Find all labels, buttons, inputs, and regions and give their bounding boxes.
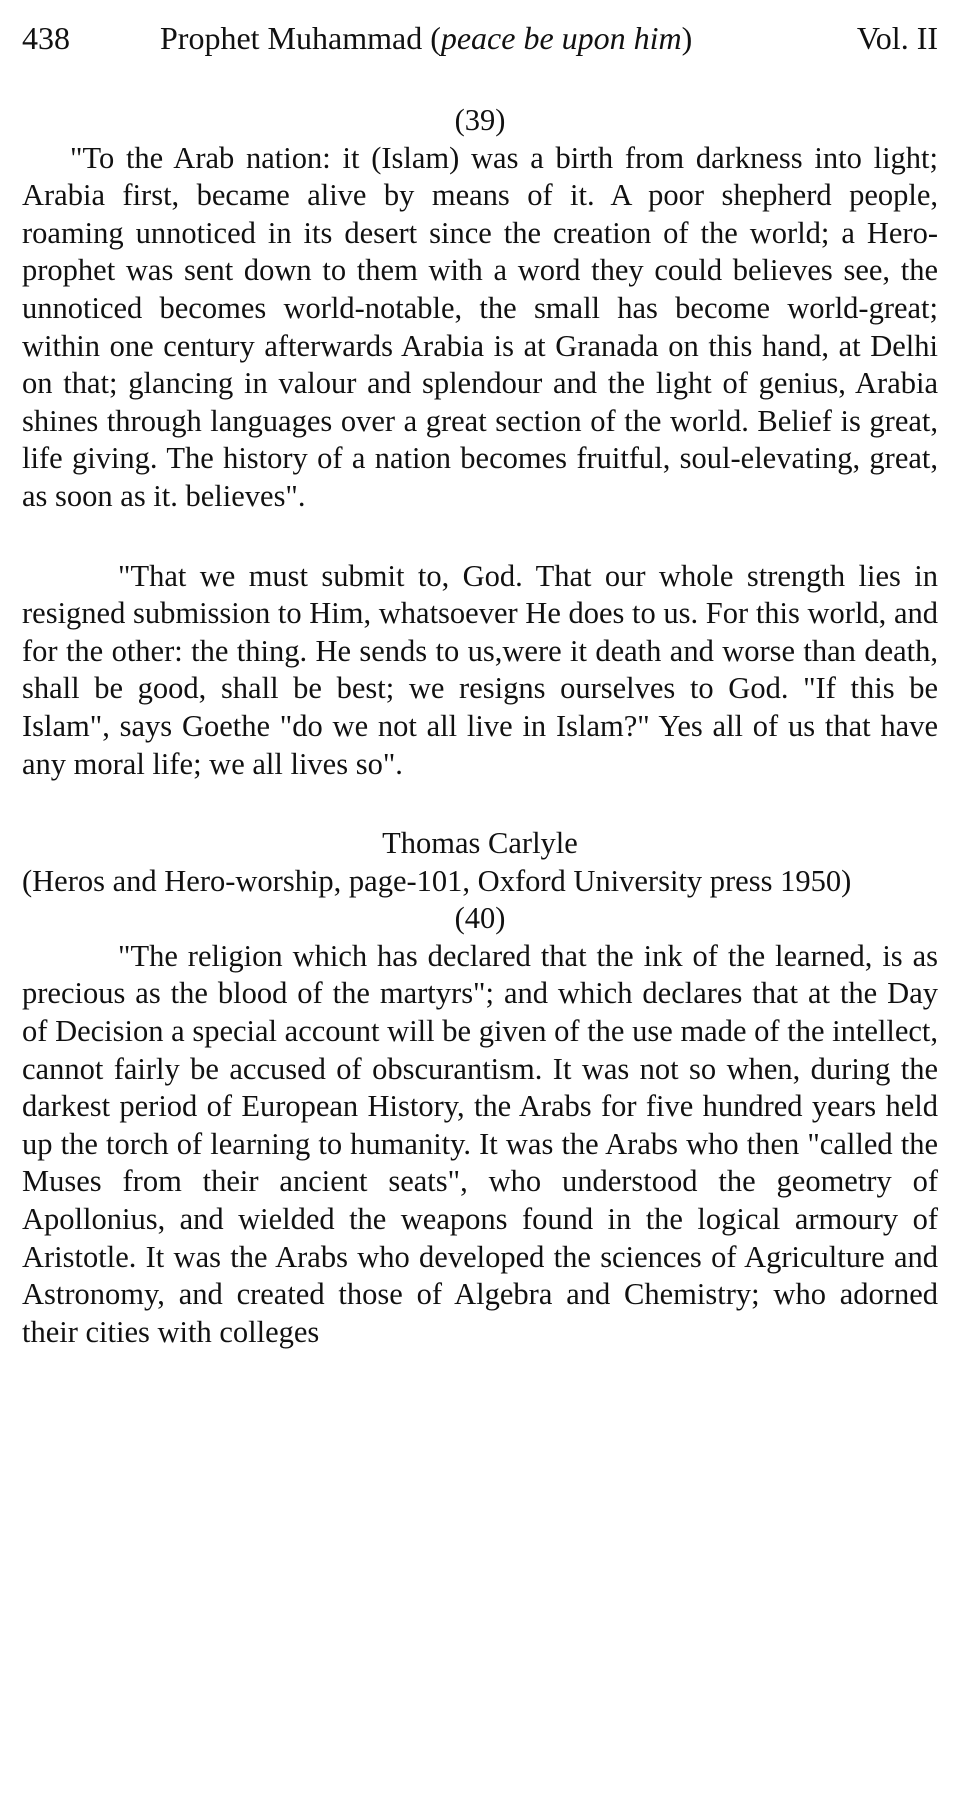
page-header (22, 18, 938, 58)
quote-paragraph-39-1: "To the Arab nation: it (Islam) was a birth from darkness into light; Arabia first, became alive by means of it. A poor shepherd people, roaming unnoticed in its desert since the creation of the world; a Hero-prophet was sent down to them with a word they could believes see, the unnoticed becomes world-notable, the small has become world-great; within one century afterwards Arabia is at Granada on this hand, at Delhi on that; glancing in valour and splendour and the light of genius, Arabia shines through languages over a great section of the world. Belief is great, life giving. The history of a nation becomes fruitful, soul-elevating, great, as soon as it. believes". (22, 140, 938, 513)
running-title-italic: peace be upon him (440, 20, 682, 56)
quote-author-39: Thomas Carlyle (382, 826, 578, 861)
running-title-prefix: Prophet Muhammad ( (160, 20, 441, 56)
quote-paragraph-40-1: "The religion which has declared that the ink of the learned, is as precious as the blood of the martyrs"; and which declares that at the Day of Decision a special account will be given of the use made of the intellect, cannot fairly be accused of obscurantism. It was not so when, during the darkest period of European History, the Arabs for five hundred years held up the torch of learning to humanity. It was the Arabs who then "called the Muses from their ancient seats", who understood the geometry of Apollonius, and wielded the weapons found in the logical armoury of Aristotle. It was the Arabs who developed the sciences of Agriculture and Astronomy, and created those of Algebra and Chemistry; who adorned their cities with colleges (22, 938, 938, 1349)
section-number-40: (40) (454, 901, 506, 936)
running-title-suffix: ) (681, 20, 693, 56)
quote-paragraph-39-2: "That we must submit to, God. That our whole strength lies in resigned submission to Him, whatsoever He does to us. For this world, and for the other: the thing. He sends to us,were it death and worse than death, shall be good, shall be best; we resigns ourselves to God. "If this be Islam", says Goethe "do we not all live in Islam?" Yes all of us that have any moral life; we all lives so". (22, 558, 938, 781)
paragraph-spacer (22, 516, 938, 558)
running-title (160, 18, 692, 58)
page-number: 438 (22, 20, 70, 56)
page-body (22, 102, 938, 1351)
paragraph-spacer (22, 783, 938, 825)
section-number-39: (39) (454, 103, 506, 137)
quote-citation-39: (Heros and Hero-worship, page-101, Oxford University press 1950) (22, 863, 852, 898)
volume-label: Vol. II (856, 20, 938, 56)
